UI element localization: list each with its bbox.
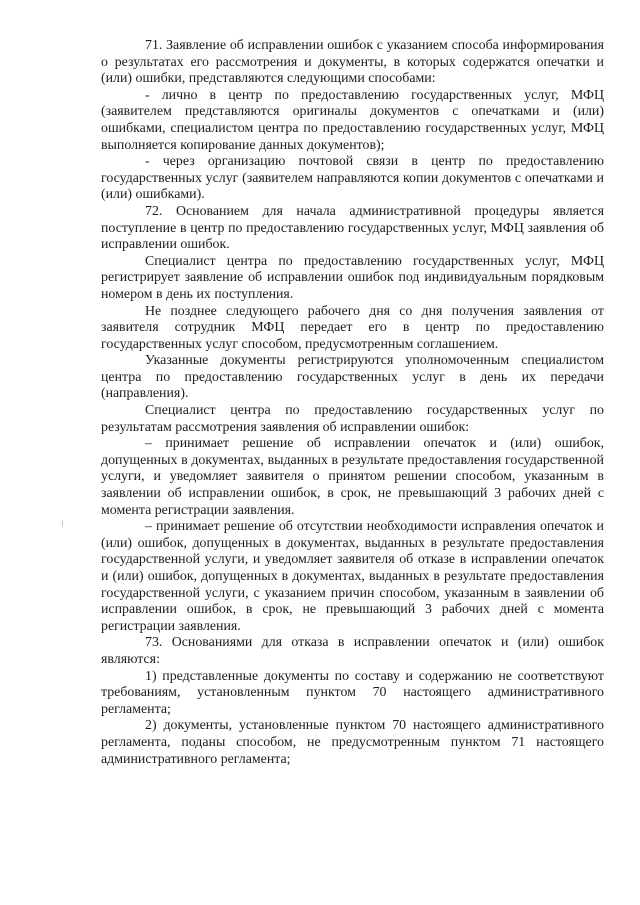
paragraph-71-by-post: - через организацию почтовой связи в центр по предоставлению государственных услуг (заявителем направляются копии документов с опечатками и (или) ошибками). [101, 154, 604, 203]
paragraph-review-results: Специалист центра по предоставлению государственных услуг по результатам рассмотрения заявления об исправлении ошибок: [101, 403, 604, 435]
paragraph-documents-registered: Указанные документы регистрируются уполномоченным специалистом центра по предоставлению государственных услуг в день их передачи (направления). [101, 353, 604, 402]
paragraph-registration: Специалист центра по предоставлению государственных услуг, МФЦ регистрирует заявление об исправлении ошибок под индивидуальным порядковым номером в день их поступления. [101, 253, 604, 302]
paragraph-71-intro: 71. Заявление об исправлении ошибок с указанием способа информирования о результатах его рассмотрения и документы, в которых содержатся опечатки и (или) ошибки, представляются следующими способами: [101, 38, 604, 87]
document-body [101, 38, 604, 768]
paragraph-73-item-1: 1) представленные документы по составу и содержанию не соответствуют требованиям, установленным пунктом 70 настоящего административного регламента; [101, 668, 604, 717]
paragraph-73-item-2: 2) документы, установленные пунктом 70 настоящего административного регламента, поданы способом, не предусмотренным пунктом 71 настоящего административного регламента; [101, 718, 604, 767]
paragraph-72: 72. Основанием для начала административной процедуры является поступление в центр по предоставлению государственных услуг, МФЦ заявления об исправлении ошибок. [101, 203, 604, 253]
paragraph-transfer-deadline: Не позднее следующего рабочего дня со дня получения заявления от заявителя сотрудник МФЦ передает его в центр по предоставлению государственных услуг способом, предусмотренным соглашением. [101, 303, 604, 352]
paragraph-71-in-person: - лично в центр по предоставлению государственных услуг, МФЦ (заявителем представляются оригиналы документов с опечатками и (или) ошибками, специалистом центра по предоставлению государственных услуг, МФЦ выполняется копирование данных документов); [101, 87, 604, 153]
paragraph-73-intro: 73. Основаниями для отказа в исправлении опечаток и (или) ошибок являются: [101, 635, 604, 667]
paragraph-decision-refuse: – принимает решение об отсутствии необходимости исправления опечаток и (или) ошибок, допущенных в документах, выданных в результате предоставления государственной услуги, и уведомляет заявителя об отказе в исправлении опечаток и (или) ошибок, допущенных в документах, выданных в результате предоставления государственной услуги, с указанием причин способом, указанным в заявлении об исправлении ошибок, в срок, не превышающий 3 рабочих дней с момента регистрации заявления. [101, 519, 604, 634]
paragraph-decision-correct: – принимает решение об исправлении опечаток и (или) ошибок, допущенных в документах, выданных в результате предоставления государственной услуги, и уведомляет заявителя о принятом решении способом, указанным в заявлении об исправлении ошибок, в срок, не превышающий 3 рабочих дней с момента регистрации заявления. [101, 436, 604, 518]
scan-margin-mark [62, 520, 63, 527]
